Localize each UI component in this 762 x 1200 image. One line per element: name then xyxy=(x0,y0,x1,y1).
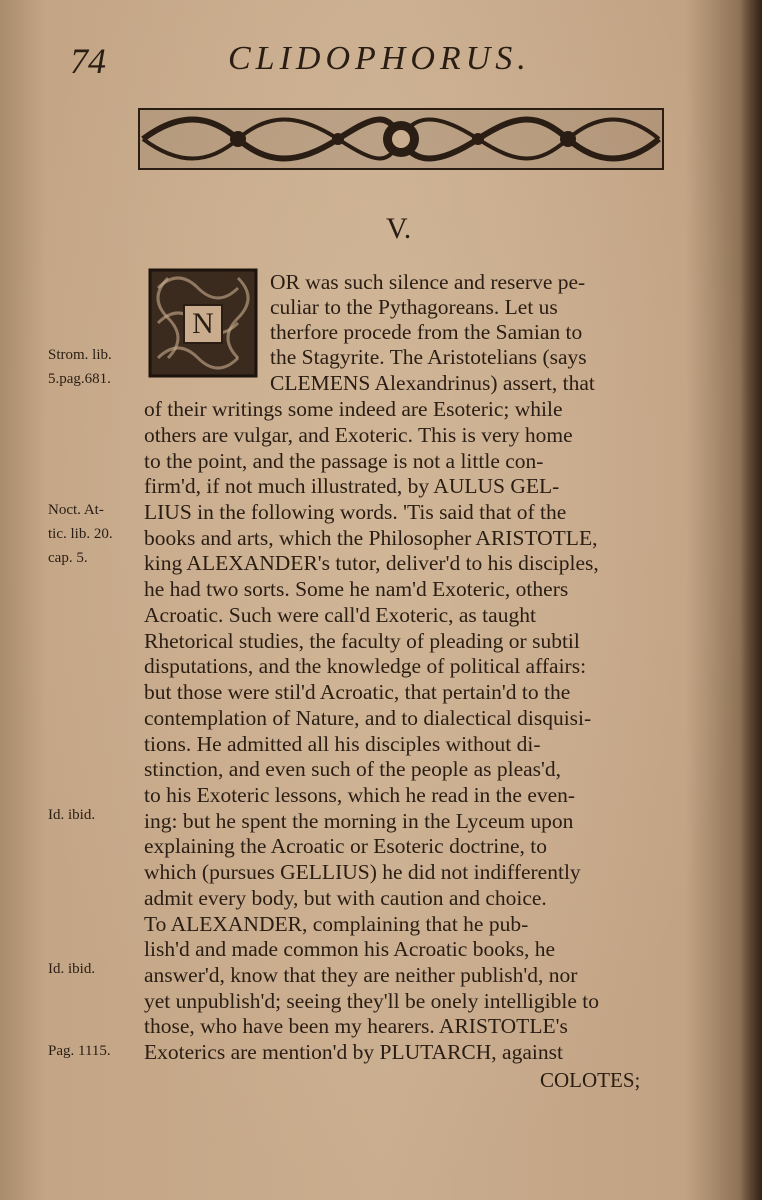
page-gutter-shadow xyxy=(740,0,762,1200)
text-line: CLEMENS Alexandrinus) assert, that xyxy=(270,371,595,395)
text-line: king ALEXANDER's tutor, deliver'd to his disciples, xyxy=(144,551,599,575)
text-line: of their writings some indeed are Esoteric; while xyxy=(144,397,563,421)
margin-note: 5.pag.681. xyxy=(48,371,111,387)
text-line: books and arts, which the Philosopher ARISTOTLE, xyxy=(144,526,598,550)
text-line: stinction, and even such of the people as pleas'd, xyxy=(144,757,562,781)
margin-note: cap. 5. xyxy=(48,550,88,566)
margin-note: Id. ibid. xyxy=(48,961,96,977)
text-line: contemplation of Nature, and to dialectical disquisi- xyxy=(144,706,592,730)
text-line: explaining the Acroatic or Esoteric doctrine, to xyxy=(144,834,547,858)
text-line: Exoterics are mention'd by PLUTARCH, against xyxy=(144,1040,563,1064)
text-line: firm'd, if not much illustrated, by AULUS GEL- xyxy=(144,474,560,498)
text-line: those, who have been my hearers. ARISTOTLE's xyxy=(144,1014,568,1038)
text-line: Rhetorical studies, the faculty of pleading or subtil xyxy=(144,629,580,653)
text-line: LIUS in the following words. 'Tis said that of the xyxy=(144,500,567,524)
margin-note: Noct. At- xyxy=(48,502,104,518)
text-line: To ALEXANDER, complaining that he pub- xyxy=(144,912,529,936)
text-line: OR was such silence and reserve pe- xyxy=(270,270,586,294)
text-line: which (pursues GELLIUS) he did not indifferently xyxy=(144,860,581,884)
margin-note: Strom. lib. xyxy=(48,347,112,363)
text-line: others are vulgar, and Exoteric. This is very home xyxy=(144,423,573,447)
margin-note: Pag. 1115. xyxy=(48,1043,111,1059)
page-number: 74 xyxy=(70,41,106,81)
text-line: the Stagyrite. The Aristotelians (says xyxy=(270,345,587,369)
text-line: lish'd and made common his Acroatic books, he xyxy=(144,937,556,961)
margin-note: Id. ibid. xyxy=(48,807,96,823)
text-line: Acroatic. Such were call'd Exoteric, as taught xyxy=(144,603,536,627)
catchword: COLOTES; xyxy=(540,1068,641,1092)
text-line: admit every body, but with caution and choice. xyxy=(144,886,547,910)
headpiece-ornament xyxy=(138,108,664,170)
text-line: answer'd, know that they are neither publish'd, nor xyxy=(144,963,578,987)
margin-note: tic. lib. 20. xyxy=(48,526,113,542)
text-line: but those were stil'd Acroatic, that pertain'd to the xyxy=(144,680,571,704)
text-line: disputations, and the knowledge of political affairs: xyxy=(144,654,587,678)
text-line: to his Exoteric lessons, which he read in the even- xyxy=(144,783,576,807)
text-line: ing: but he spent the morning in the Lyceum upon xyxy=(144,809,574,833)
text-line: he had two sorts. Some he nam'd Exoteric, others xyxy=(144,577,569,601)
text-line: tions. He admitted all his disciples without di- xyxy=(144,732,541,756)
text-line: culiar to the Pythagoreans. Let us xyxy=(270,295,558,319)
running-head: CLIDOPHORUS. xyxy=(228,40,531,77)
text-line: to the point, and the passage is not a little con- xyxy=(144,449,544,473)
text-line: yet unpublish'd; seeing they'll be onely intelligible to xyxy=(144,989,599,1013)
text-line: therfore procede from the Samian to xyxy=(270,320,583,344)
section-number: V. xyxy=(386,212,412,245)
drop-cap-letter: N xyxy=(183,304,223,344)
